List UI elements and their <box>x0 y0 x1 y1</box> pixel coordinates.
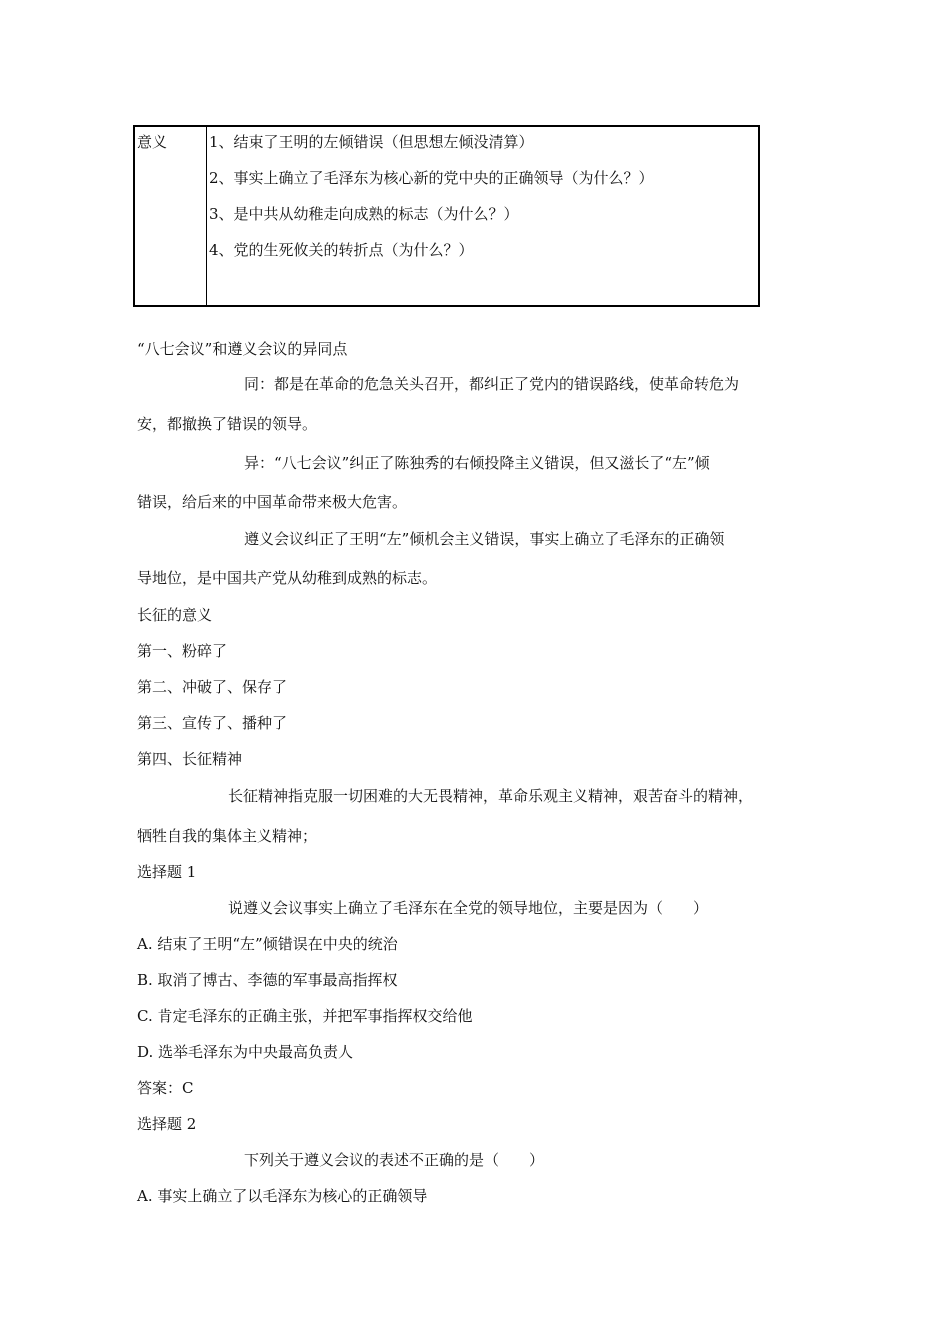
diff-paragraph-line: 错误，给后来的中国革命带来极大危害。 <box>137 493 408 511</box>
table-item: 4、党的生死攸关的转折点（为什么？） <box>209 241 474 259</box>
long-march-point: 第二、冲破了、保存了 <box>137 678 288 696</box>
question2-option: A. 事实上确立了以毛泽东为核心的正确领导 <box>137 1187 428 1205</box>
table-label: 意义 <box>135 127 207 305</box>
question1-option: C. 肯定毛泽东的正确主张，并把军事指挥权交给他 <box>137 1007 473 1025</box>
spirit-paragraph-line: 牺牲自我的集体主义精神； <box>137 827 318 845</box>
question1-option: A. 结束了王明“左”倾错误在中央的统治 <box>137 935 398 953</box>
significance-table <box>133 125 760 307</box>
table-items <box>207 127 758 305</box>
long-march-point: 第一、粉碎了 <box>137 642 228 660</box>
long-march-point: 第三、宣传了、播种了 <box>137 714 288 732</box>
zunyi-paragraph-line: 遵义会议纠正了王明“左”倾机会主义错误，事实上确立了毛泽东的正确领 <box>244 530 725 548</box>
question1-answer: 答案：C <box>137 1079 194 1097</box>
table-item: 3、是中共从幼稚走向成熟的标志（为什么？） <box>209 205 519 223</box>
diff-paragraph-line: 异：“八七会议”纠正了陈独秀的右倾投降主义错误，但又滋长了“左”倾 <box>244 454 710 472</box>
question1-title: 选择题 1 <box>137 863 197 881</box>
long-march-heading: 长征的意义 <box>137 606 213 624</box>
zunyi-paragraph-line: 导地位，是中国共产党从幼稚到成熟的标志。 <box>137 569 438 587</box>
question1-option: B. 取消了博古、李德的军事最高指挥权 <box>137 971 398 989</box>
comparison-heading: “八七会议”和遵义会议的异同点 <box>137 340 348 358</box>
table-item: 1、结束了王明的左倾错误（但思想左倾没清算） <box>209 133 534 151</box>
question2-stem: 下列关于遵义会议的表述不正确的是（ ） <box>244 1151 545 1169</box>
same-paragraph-line: 安，都撤换了错误的领导。 <box>137 415 318 433</box>
question2-title: 选择题 2 <box>137 1115 197 1133</box>
question1-option: D. 选举毛泽东为中央最高负责人 <box>137 1043 354 1061</box>
long-march-point: 第四、长征精神 <box>137 750 243 768</box>
table-item: 2、事实上确立了毛泽东为核心新的党中央的正确领导（为什么？） <box>209 169 654 187</box>
question1-stem: 说遵义会议事实上确立了毛泽东在全党的领导地位，主要是因为（ ） <box>228 899 709 917</box>
same-paragraph-line: 同：都是在革命的危急关头召开，都纠正了党内的错误路线，使革命转危为 <box>244 375 740 393</box>
spirit-paragraph-line: 长征精神指克服一切困难的大无畏精神，革命乐观主义精神，艰苦奋斗的精神， <box>228 787 754 805</box>
